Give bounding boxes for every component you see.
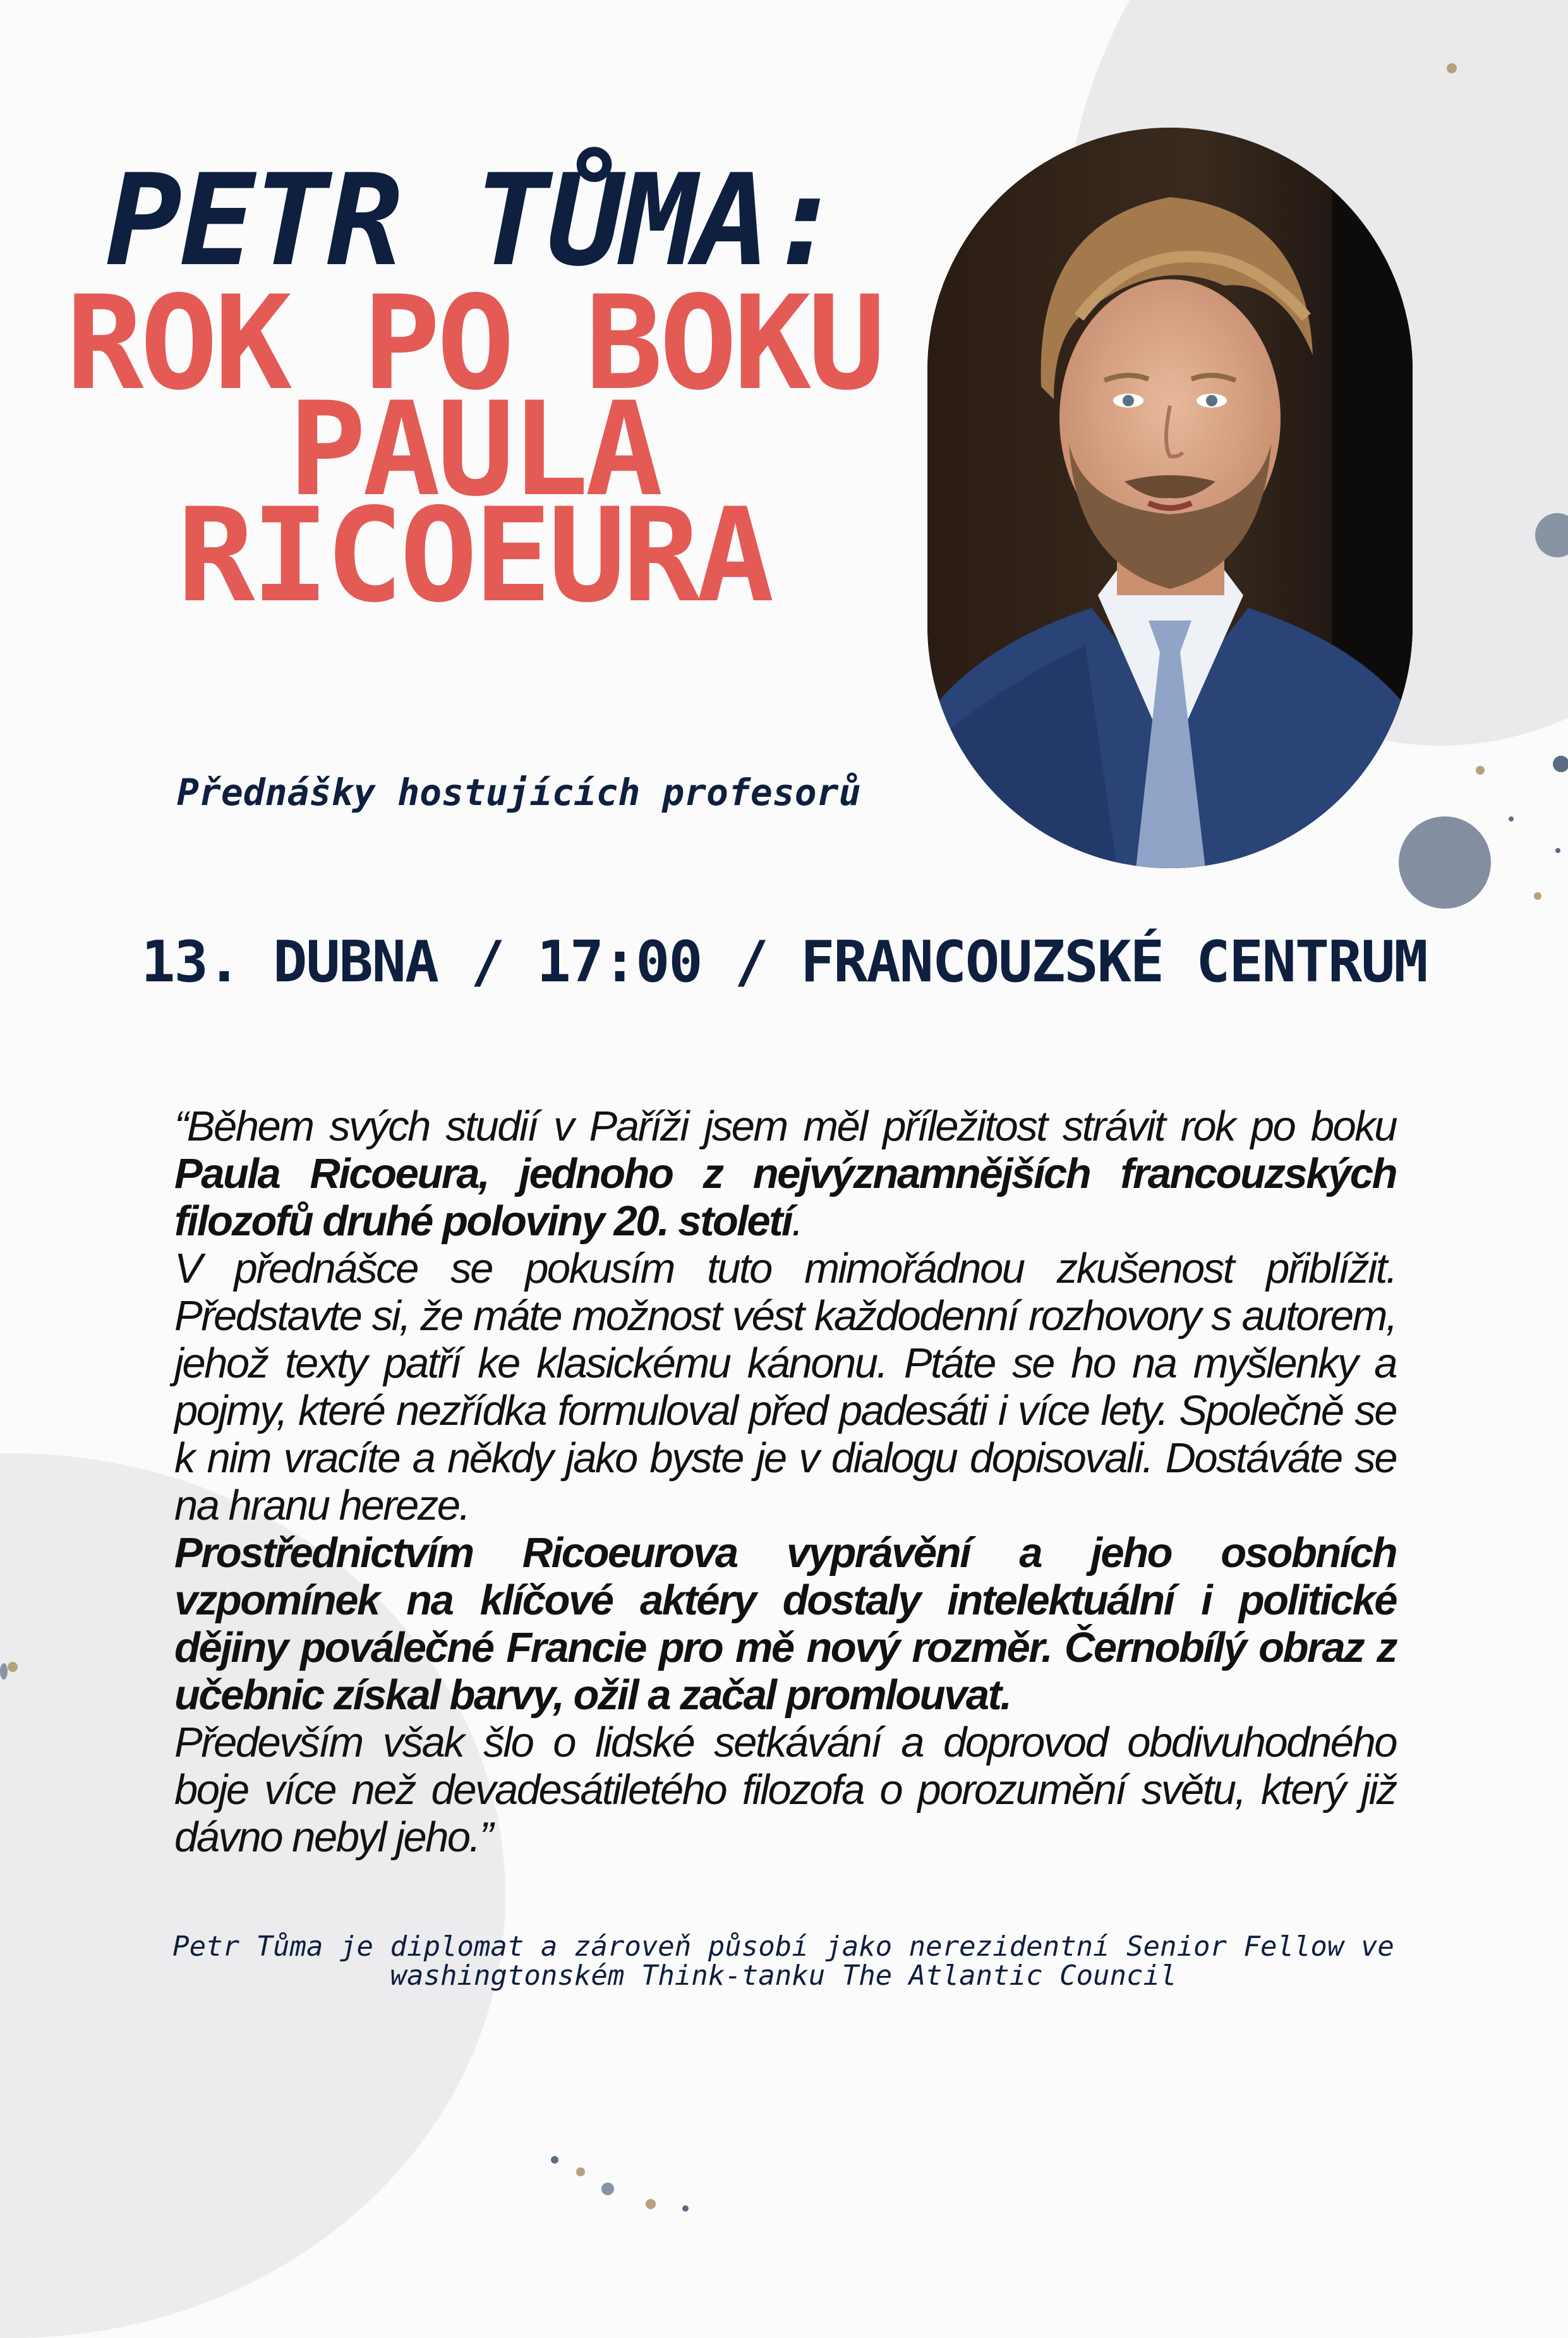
speaker-bio-footer: Petr Tůma je diplomat a zároveň působí jako nerezidentní Senior Fellow ve washingtonském Think-tanku The Atlantic Council [172,1930,1394,1992]
decor-dot [682,2205,689,2212]
quote-emphasis: Paula Ricoeura, jednoho z nejvýznamnějších francouzských filozofů druhé poloviny 20. století [174,1150,1396,1245]
lecture-title: ROK PO BOKU PAULA RICOEURA [66,269,882,631]
quote-text: “Během svých studií v Paříži jsem měl příležitost strávit rok po boku [174,1103,1396,1150]
quote-paragraph: V přednášce se pokusím tuto mimořádnou zkušenost přiblížit. Představte si, že máte možnost vést každodenní rozhovory s autorem, jehož texty patří ke klasickému kánonu. Ptáte se ho na myšlenky a pojmy, které nezřídka formuloval před padesáti i více lety. Společně se k nim vracíte a někdy jako byste je v dialogu dopisovali. Dostáváte se na hranu hereze. [174,1245,1396,1529]
decor-dot [1509,816,1514,821]
decor-dot [0,1663,8,1680]
decor-dot [551,2156,558,2164]
event-date-time-venue: 13. DUBNA / 17:00 / FRANCOUZSKÉ CENTRUM [141,929,1427,995]
quote-text: . [792,1197,802,1245]
decor-dot [1476,766,1485,775]
portrait-photo [927,128,1413,868]
decor-dot [1553,756,1568,772]
quote-paragraph [174,1103,1396,1245]
quote-emphasis: Prostřednictvím Ricoeurova vyprávění a jeho osobních vzpomínek na klíčové aktéry dostaly intelektuální i politické dějiny poválečné Francie pro mě nový rozměr. Černobílý obraz z učebnic získal barvy, ožil a začal promlouvat. [174,1529,1396,1719]
decor-dot [1534,892,1541,900]
decor-dot [1447,63,1457,73]
speaker-name-title: PETR TŮMA: [106,147,842,294]
lecture-series-label: Přednášky hostujících profesorů [177,771,861,814]
decor-dot [576,2167,585,2176]
speaker-quote [174,1103,1396,1861]
decor-dot [1399,816,1491,909]
decor-dot [601,2183,614,2195]
portrait-illustration [927,128,1413,868]
quote-paragraph-bold [174,1529,1396,1719]
decor-dot [646,2199,656,2209]
decor-dot [1555,848,1560,853]
decor-dot [8,1662,18,1672]
quote-paragraph: Především však šlo o lidské setkávání a doprovod obdivuhodného boje více než devadesátiletého filozofa o porozumění světu, který již dávno nebyl jeho.” [174,1719,1396,1861]
